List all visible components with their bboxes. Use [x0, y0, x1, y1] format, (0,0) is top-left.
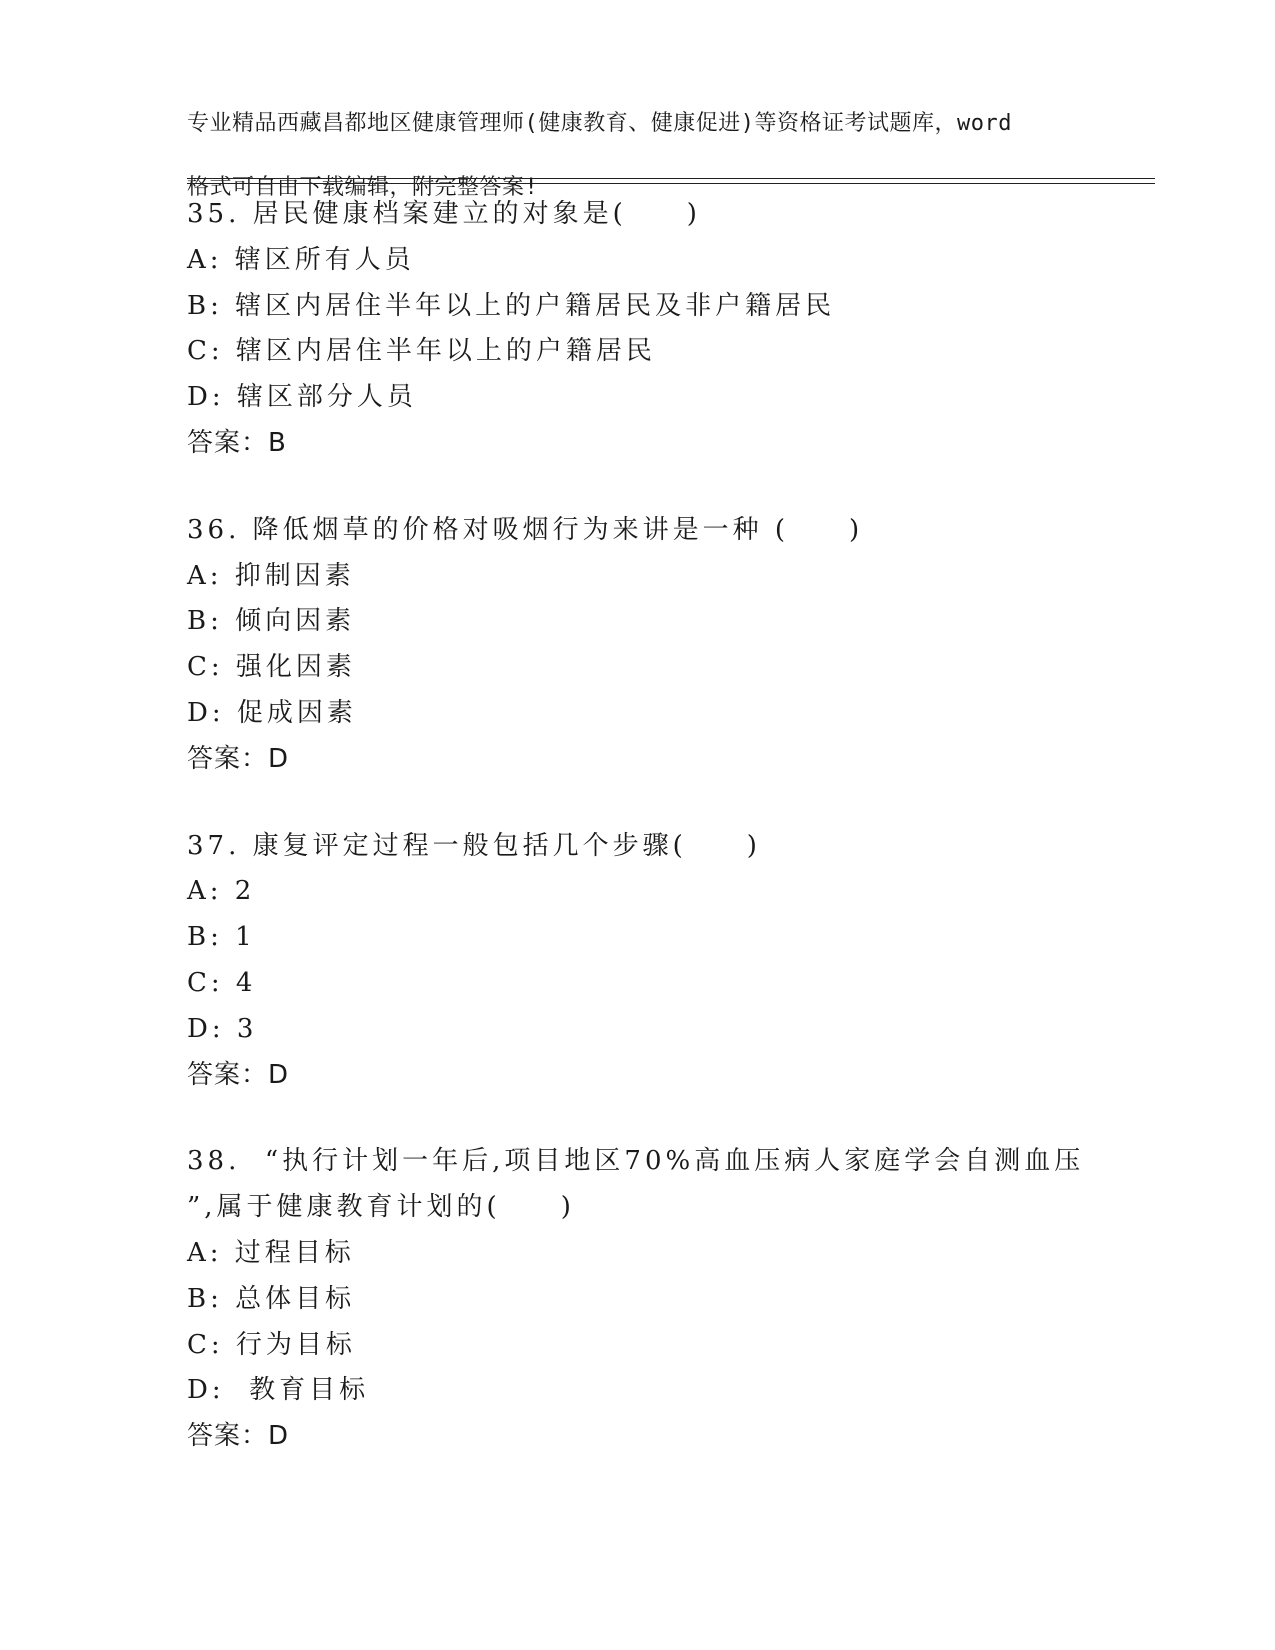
option-c: C: 辖区内居住半年以上的户籍居民: [187, 336, 656, 367]
option-d: D: 辖区部分人员: [187, 382, 417, 413]
question-37: [187, 824, 1155, 1099]
option-c: C: 强化因素: [187, 652, 356, 683]
question-38: [187, 1139, 1155, 1460]
answer: 答案：D: [187, 743, 290, 774]
question-stem: 36. 降低烟草的价格对吸烟行为来讲是一种 ( ): [187, 514, 864, 545]
answer: 答案：D: [187, 1059, 290, 1090]
option-a: A: 过程目标: [187, 1237, 355, 1268]
header-divider-top: [187, 178, 1155, 179]
question-stem: 38. “执行计划一年后,项目地区70%高血压病人家庭学会自测血压: [187, 1146, 1085, 1177]
option-d: D: 教育目标: [187, 1375, 370, 1406]
option-b: B: 1: [187, 922, 256, 953]
header-line-2: 格式可自由下载编辑，附完整答案!: [187, 175, 539, 200]
option-c: C: 行为目标: [187, 1329, 356, 1360]
question-stem: 37. 康复评定过程一般包括几个步骤( ): [187, 830, 761, 861]
option-a: A: 抑制因素: [187, 560, 355, 591]
option-b: B: 倾向因素: [187, 606, 356, 637]
question-stem-continued: ”,属于健康教育计划的( ): [187, 1192, 575, 1223]
question-35: [187, 192, 1155, 467]
option-d: D: 3: [187, 1013, 258, 1044]
answer: 答案：D: [187, 1421, 290, 1452]
header-line-1: 专业精品西藏昌都地区健康管理师(健康教育、健康促进)等资格证考试题库，word: [187, 111, 1012, 136]
answer: 答案：B: [187, 427, 287, 458]
option-a: A: 辖区所有人员: [187, 244, 415, 275]
option-d: D: 促成因素: [187, 697, 357, 728]
question-list: [187, 192, 1155, 1501]
option-c: C: 4: [187, 967, 257, 998]
option-b: B: 总体目标: [187, 1283, 356, 1314]
header-divider-bottom: [187, 183, 1155, 184]
question-36: [187, 508, 1155, 783]
option-b: B: 辖区内居住半年以上的户籍居民及非户籍居民: [187, 290, 836, 321]
question-stem: 35. 居民健康档案建立的对象是( ): [187, 199, 701, 229]
option-a: A: 2: [187, 876, 256, 907]
